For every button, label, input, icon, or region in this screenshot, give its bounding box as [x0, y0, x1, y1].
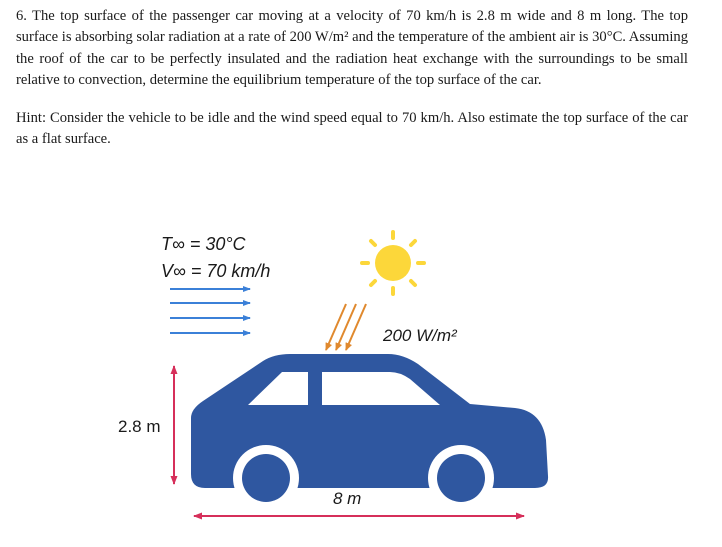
ambient-temperature-label: T∞ = 30°C [161, 234, 246, 254]
problem-hint: Hint: Consider the vehicle to be idle and the wind speed equal to 70 km/h. Also estimate the top surface of the car as a flat surface. [16, 110, 688, 148]
problem-statement: 6. The top surface of the passenger car moving at a velocity of 70 km/h is 2.8 m wide and 8 m long. The top surface is absorbing solar radiation at a rate of 200 W/m² and the temperature of the ambient air is 30°C. Assuming the roof of the car to be perfectly insulated and the radiation heat exchange with the surroundings to be small relative to convection, determine the equilibrium temperature of the top surface of the car. [16, 8, 688, 88]
sun-icon [362, 232, 424, 294]
ambient-velocity-label: V∞ = 70 km/h [161, 261, 271, 281]
radiation-arrow [326, 304, 346, 350]
car-icon [191, 354, 548, 511]
radiation-arrows [326, 304, 366, 350]
width-label: 2.8 m [118, 417, 161, 436]
radiation-label: 200 W/m² [383, 326, 457, 345]
radiation-arrow [336, 304, 356, 350]
length-label: 8 m [333, 489, 362, 508]
wind-arrows [170, 289, 250, 333]
radiation-arrow [346, 304, 366, 350]
